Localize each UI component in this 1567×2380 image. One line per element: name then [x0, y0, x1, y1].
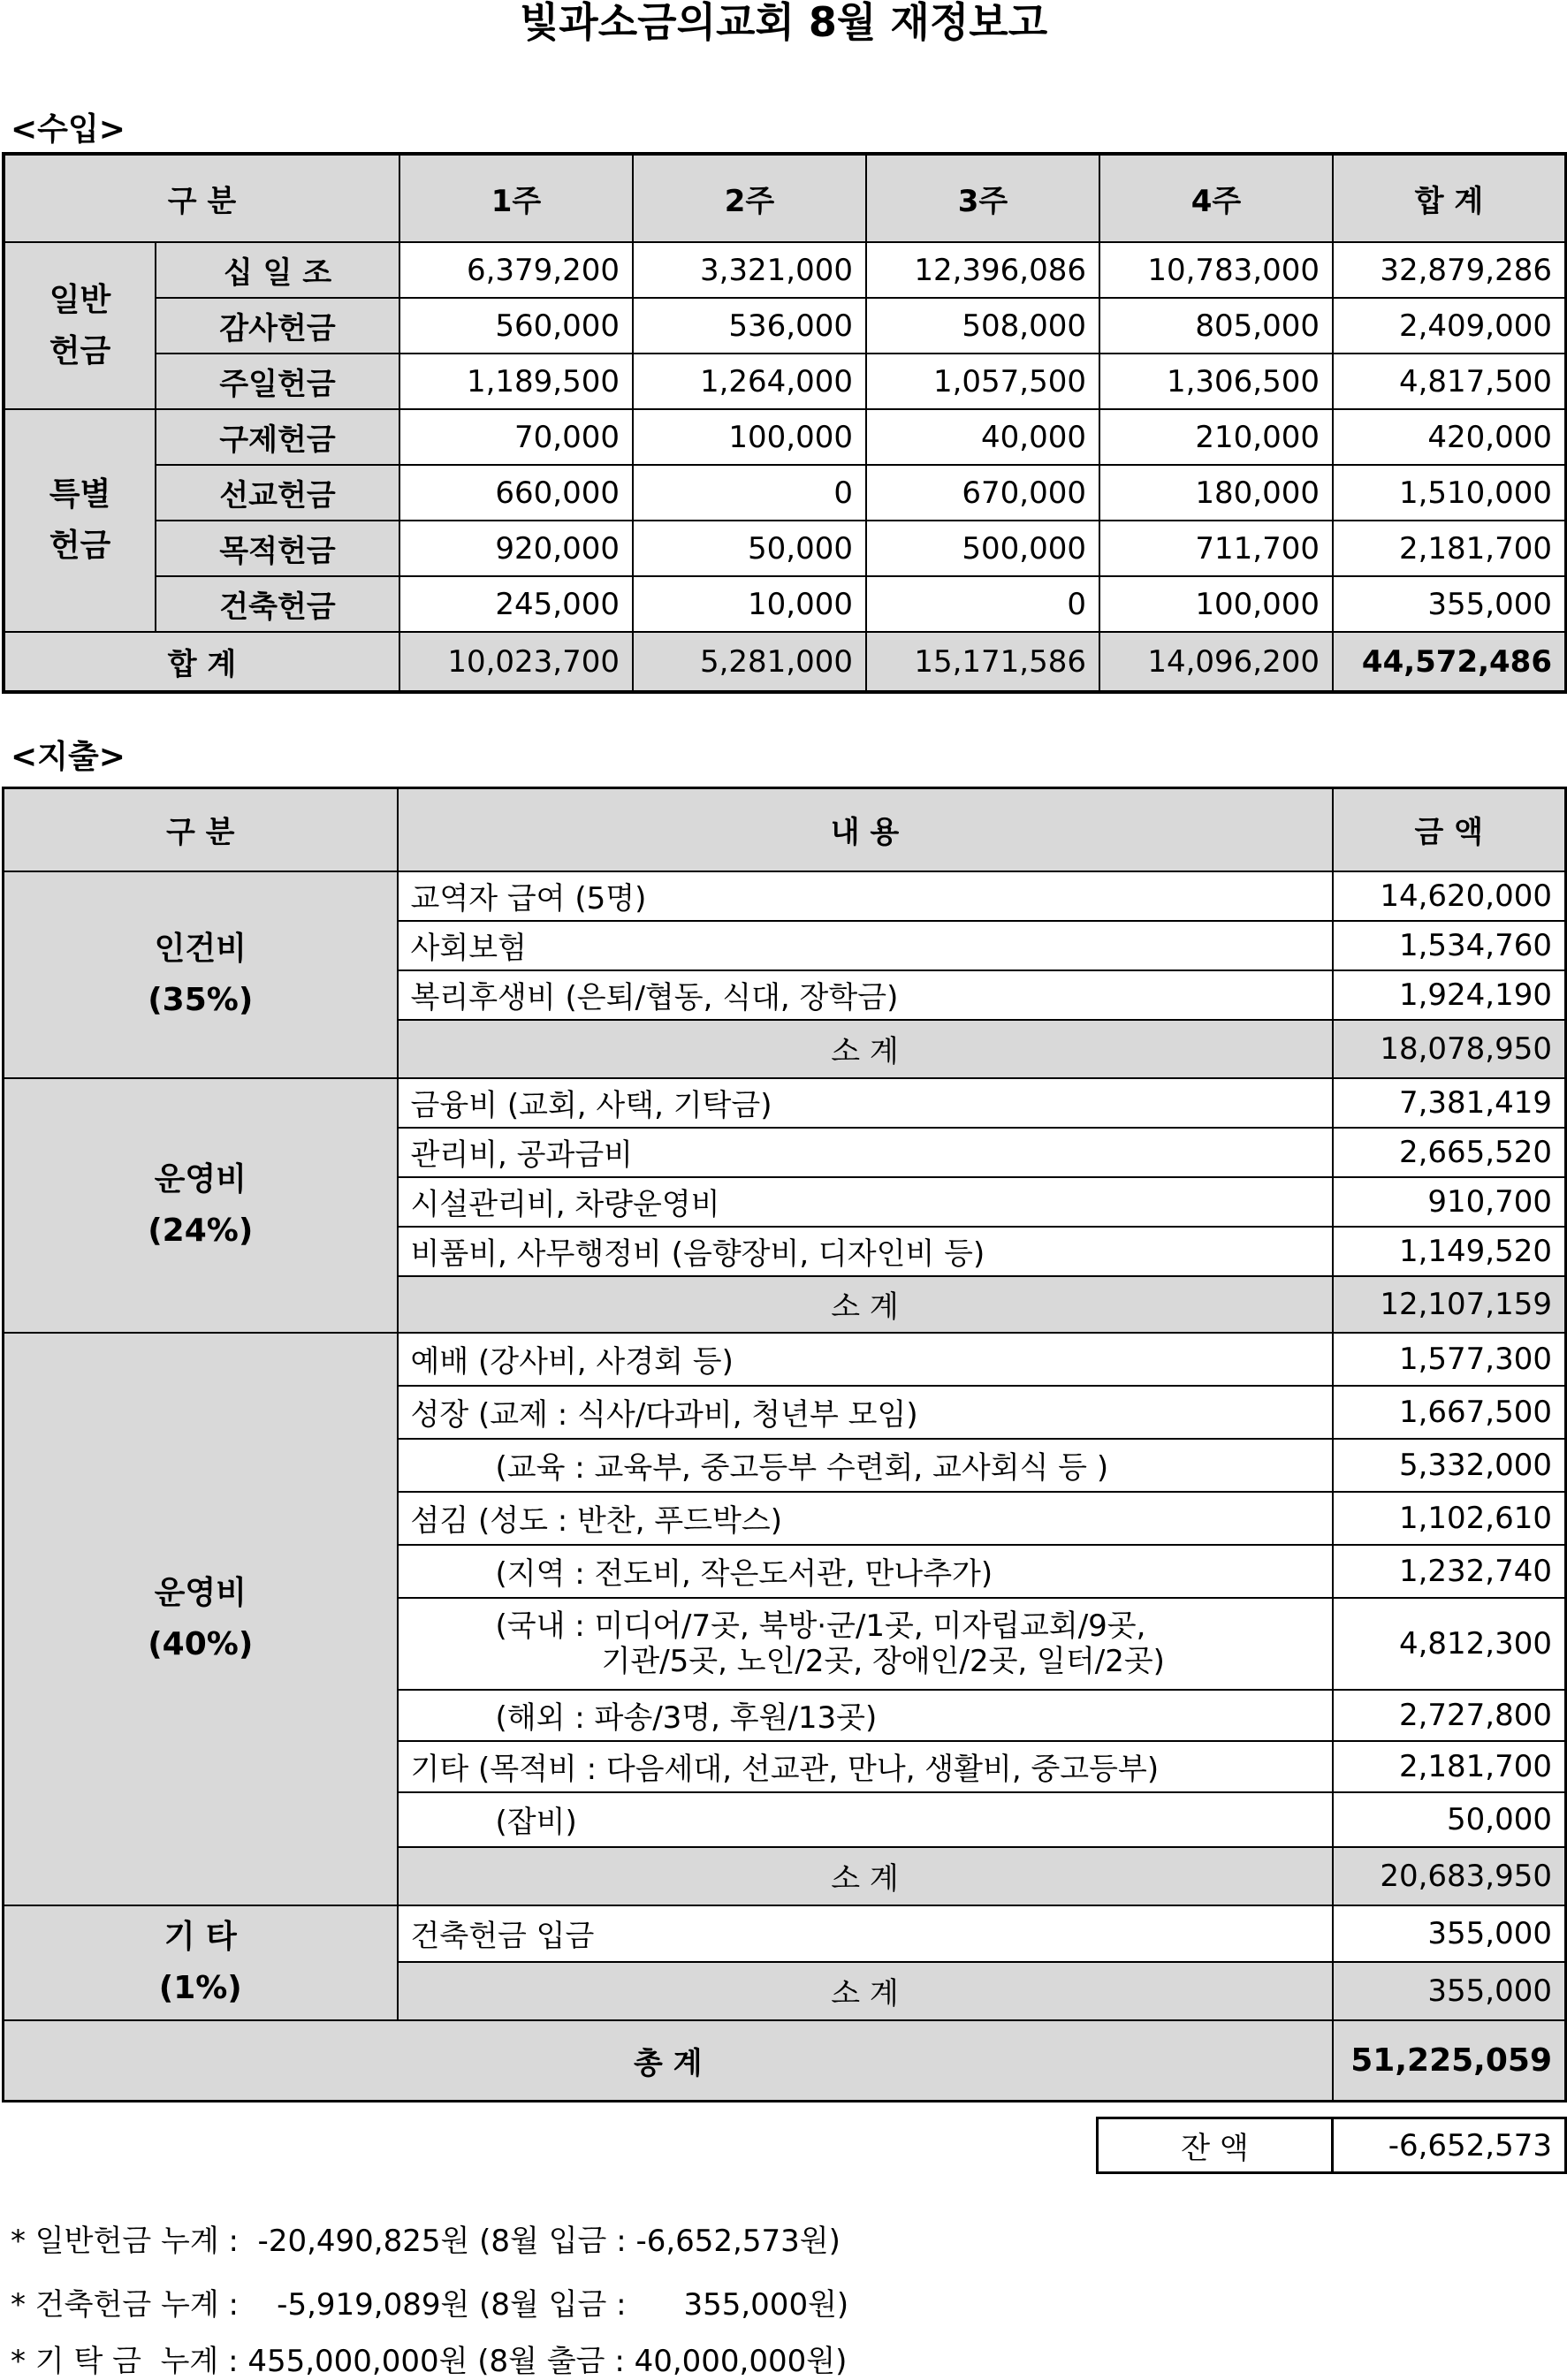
expense-item-amount: 1,534,760 — [1333, 921, 1566, 970]
income-cell: 560,000 — [399, 298, 633, 354]
expense-item-amount: 50,000 — [1333, 1792, 1566, 1847]
income-group-name-line1: 특별 — [49, 476, 111, 513]
expense-item-amount: 7,381,419 — [1333, 1078, 1566, 1128]
expense-item-amount: 2,181,700 — [1333, 1741, 1566, 1792]
income-total-cell: 15,171,586 — [866, 632, 1099, 692]
expense-group-name-line1: 기 타 — [164, 1918, 237, 1955]
expense-item-content: (잡비) — [398, 1792, 1333, 1847]
expense-item-content: 예배 (강사비, 사경회 등) — [398, 1333, 1333, 1386]
income-cell: 50,000 — [633, 521, 866, 576]
income-header-week3: 3주 — [866, 154, 1099, 242]
income-row-label: 선교헌금 — [156, 465, 399, 521]
income-row-label: 십 일 조 — [156, 242, 399, 298]
income-cell: 1,057,500 — [866, 354, 1099, 409]
income-total-cell: 5,281,000 — [633, 632, 866, 692]
balance-table — [1096, 2117, 1567, 2174]
expense-subtotal-amount: 12,107,159 — [1333, 1276, 1566, 1333]
expense-grand-total: 51,225,059 — [1333, 2020, 1566, 2102]
income-header-week2: 2주 — [633, 154, 866, 242]
income-cell: 3,321,000 — [633, 242, 866, 298]
income-row-label: 주일헌금 — [156, 354, 399, 409]
expense-item-amount: 2,727,800 — [1333, 1690, 1566, 1741]
income-row-total: 2,409,000 — [1333, 298, 1566, 354]
expense-group-operations-24 — [4, 1078, 398, 1333]
income-row-label: 목적헌금 — [156, 521, 399, 576]
income-cell: 100,000 — [1099, 576, 1333, 632]
expense-item-amount: 1,149,520 — [1333, 1227, 1566, 1276]
income-group-special — [4, 409, 156, 632]
income-cell: 920,000 — [399, 521, 633, 576]
income-row-total: 4,817,500 — [1333, 354, 1566, 409]
expense-item-amount: 1,667,500 — [1333, 1386, 1566, 1439]
income-cell: 660,000 — [399, 465, 633, 521]
expense-item-amount: 910,700 — [1333, 1177, 1566, 1227]
expense-group-name-line1: 운영비 — [154, 1160, 247, 1198]
income-header-week4: 4주 — [1099, 154, 1333, 242]
income-cell: 0 — [633, 465, 866, 521]
income-group-general — [4, 242, 156, 409]
expense-item-amount: 1,924,190 — [1333, 970, 1566, 1020]
income-group-name-line2: 헌금 — [49, 332, 111, 369]
income-section-label: <수입> — [11, 111, 126, 148]
note-building-cumulative: * 건축헌금 누계 : -5,919,089원 (8월 입금 : 355,000원) — [11, 2287, 849, 2323]
expense-item-amount: 355,000 — [1333, 1905, 1566, 1962]
income-header-week1: 1주 — [399, 154, 633, 242]
expense-subtotal-label: 소 계 — [398, 1962, 1333, 2020]
expense-item-content-multiline — [398, 1598, 1333, 1690]
income-group-name-line1: 일반 — [49, 281, 111, 318]
income-cell: 10,000 — [633, 576, 866, 632]
income-cell: 12,396,086 — [866, 242, 1099, 298]
expense-grand-total-label: 총 계 — [4, 2020, 1333, 2102]
expense-item-content: (지역 : 전도비, 작은도서관, 만나추가) — [398, 1545, 1333, 1598]
expense-section-label: <지출> — [11, 739, 126, 775]
expense-subtotal-label: 소 계 — [398, 1276, 1333, 1333]
expense-item-content: (해외 : 파송/3명, 후원/13곳) — [398, 1690, 1333, 1741]
expense-item-content-line2: 기관/5곳, 노인/2곳, 장애인/2곳, 일터/2곳) — [601, 1643, 1165, 1679]
income-cell: 670,000 — [866, 465, 1099, 521]
income-cell: 70,000 — [399, 409, 633, 465]
income-cell: 10,783,000 — [1099, 242, 1333, 298]
income-row-total: 420,000 — [1333, 409, 1566, 465]
expense-group-name-line1: 인건비 — [154, 930, 247, 967]
expense-item-content: (교육 : 교육부, 중고등부 수련회, 교사회식 등 ) — [398, 1439, 1333, 1492]
page-title: 빛과소금의교회 8월 재정보고 — [519, 0, 1048, 46]
expense-item-content: 관리비, 공과금비 — [398, 1128, 1333, 1177]
expense-subtotal-amount: 18,078,950 — [1333, 1020, 1566, 1078]
expense-header-category: 구 분 — [4, 788, 398, 871]
expense-table — [2, 787, 1567, 2102]
expense-group-personnel — [4, 871, 398, 1078]
expense-item-amount: 1,577,300 — [1333, 1333, 1566, 1386]
expense-item-amount: 4,812,300 — [1333, 1598, 1566, 1690]
income-cell: 805,000 — [1099, 298, 1333, 354]
income-grand-total: 44,572,486 — [1333, 632, 1566, 692]
expense-item-content: 섬김 (성도 : 반찬, 푸드박스) — [398, 1492, 1333, 1545]
income-row-label: 구제헌금 — [156, 409, 399, 465]
expense-item-amount: 2,665,520 — [1333, 1128, 1566, 1177]
expense-item-content: 사회보험 — [398, 921, 1333, 970]
income-row-label: 감사헌금 — [156, 298, 399, 354]
expense-item-amount: 14,620,000 — [1333, 871, 1566, 921]
balance-amount: -6,652,573 — [1333, 2118, 1566, 2173]
income-cell: 500,000 — [866, 521, 1099, 576]
expense-item-content: 기타 (목적비 : 다음세대, 선교관, 만나, 생활비, 중고등부) — [398, 1741, 1333, 1792]
income-cell: 0 — [866, 576, 1099, 632]
expense-subtotal-label: 소 계 — [398, 1847, 1333, 1905]
expense-group-name-line2: (35%) — [148, 981, 254, 1018]
income-total-cell: 10,023,700 — [399, 632, 633, 692]
expense-item-content: 시설관리비, 차량운영비 — [398, 1177, 1333, 1227]
expense-subtotal-amount: 20,683,950 — [1333, 1847, 1566, 1905]
expense-subtotal-label: 소 계 — [398, 1020, 1333, 1078]
expense-header-amount: 금 액 — [1333, 788, 1566, 871]
income-cell: 6,379,200 — [399, 242, 633, 298]
expense-item-content: 건축헌금 입금 — [398, 1905, 1333, 1962]
expense-header-content: 내 용 — [398, 788, 1333, 871]
expense-group-name-line1: 운영비 — [154, 1574, 247, 1611]
income-row-total: 32,879,286 — [1333, 242, 1566, 298]
expense-group-other — [4, 1905, 398, 2020]
income-total-cell: 14,096,200 — [1099, 632, 1333, 692]
income-cell: 40,000 — [866, 409, 1099, 465]
income-row-total: 2,181,700 — [1333, 521, 1566, 576]
income-cell: 100,000 — [633, 409, 866, 465]
expense-subtotal-amount: 355,000 — [1333, 1962, 1566, 2020]
expense-item-amount: 5,332,000 — [1333, 1439, 1566, 1492]
income-cell: 536,000 — [633, 298, 866, 354]
expense-group-name-line2: (40%) — [148, 1625, 254, 1662]
income-group-name-line2: 헌금 — [49, 528, 111, 564]
income-cell: 508,000 — [866, 298, 1099, 354]
expense-group-operations-40 — [4, 1333, 398, 1905]
note-deposit-cumulative: * 기 탁 금 누계 : 455,000,000원 (8월 출금 : 40,000,000원) — [11, 2344, 848, 2379]
income-cell: 1,264,000 — [633, 354, 866, 409]
expense-item-amount: 1,102,610 — [1333, 1492, 1566, 1545]
income-row-total: 355,000 — [1333, 576, 1566, 632]
expense-item-content: 복리후생비 (은퇴/협동, 식대, 장학금) — [398, 970, 1333, 1020]
income-header-total: 합 계 — [1333, 154, 1566, 242]
expense-group-name-line2: (1%) — [158, 1969, 242, 2006]
expense-item-content-line1: (국내 : 미디어/7곳, 북방·군/1곳, 미자립교회/9곳, — [495, 1608, 1146, 1644]
income-cell: 1,189,500 — [399, 354, 633, 409]
income-row-label: 건축헌금 — [156, 576, 399, 632]
income-cell: 210,000 — [1099, 409, 1333, 465]
income-cell: 711,700 — [1099, 521, 1333, 576]
income-table — [2, 152, 1567, 694]
expense-item-content: 성장 (교제 : 식사/다과비, 청년부 모임) — [398, 1386, 1333, 1439]
income-row-total: 1,510,000 — [1333, 465, 1566, 521]
income-header-category: 구 분 — [4, 154, 399, 242]
note-general-cumulative: * 일반헌금 누계 : -20,490,825원 (8월 입금 : -6,652,573원) — [11, 2224, 841, 2259]
income-cell: 245,000 — [399, 576, 633, 632]
income-total-label: 합 계 — [4, 632, 399, 692]
expense-item-amount: 1,232,740 — [1333, 1545, 1566, 1598]
expense-group-name-line2: (24%) — [148, 1212, 254, 1249]
expense-item-content: 비품비, 사무행정비 (음향장비, 디자인비 등) — [398, 1227, 1333, 1276]
income-cell: 1,306,500 — [1099, 354, 1333, 409]
expense-item-content: 교역자 급여 (5명) — [398, 871, 1333, 921]
expense-item-content: 금융비 (교회, 사택, 기탁금) — [398, 1078, 1333, 1128]
income-cell: 180,000 — [1099, 465, 1333, 521]
balance-label: 잔 액 — [1098, 2118, 1333, 2173]
